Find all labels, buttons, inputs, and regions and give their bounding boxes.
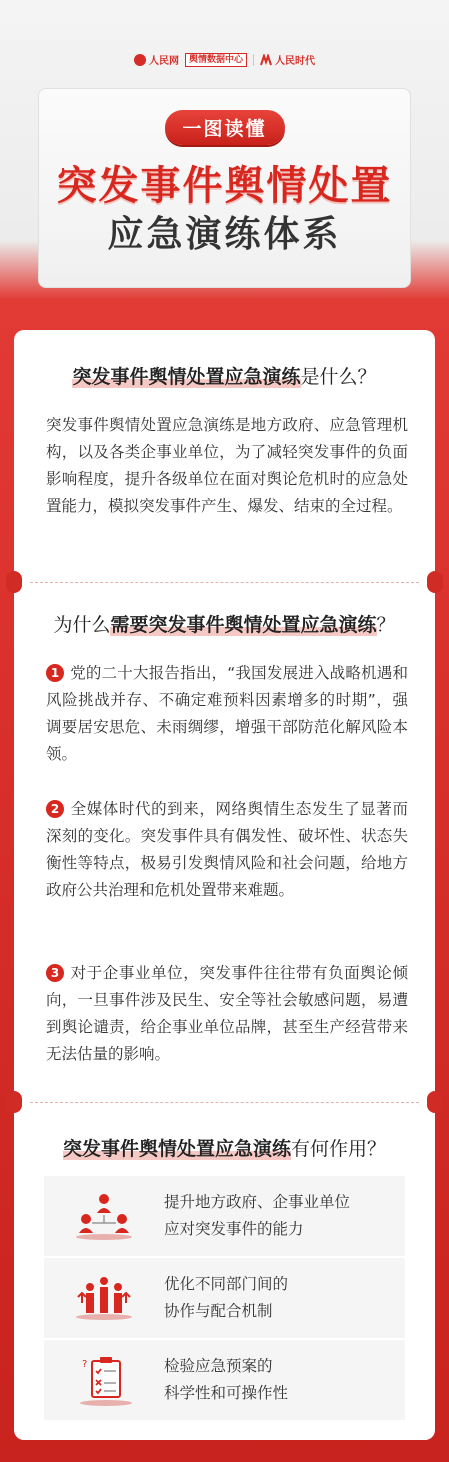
benefit-item-1: [44, 1176, 405, 1256]
section1-text: 突发事件舆情处置应急演练是地方政府、应急管理机构，以及各类企事业单位，为了减轻突发事件的负面影响程度，提升各级单位在面对舆论危机时的应急处置能力，模拟突发事件产生、爆发、结束的全过程。: [46, 416, 408, 515]
m-logo-icon: [260, 54, 272, 66]
benefit-text-line1: 检验应急预案的: [164, 1357, 273, 1375]
svg-text:?: ?: [82, 1359, 88, 1370]
section3-title: 突发事件舆情处置应急演练有何作用？: [62, 1138, 387, 1160]
logo-circle-icon: [134, 54, 146, 66]
number-badge: 3: [46, 964, 64, 982]
team-icon: [44, 1176, 164, 1256]
reason-item-2: 2 全媒体时代的到来，网络舆情生态发生了显著而深刻的变化。突发事件具有偶发性、破坏性、状态失衡性等特点，极易引发舆情风险和社会问题，给地方政府公共治理和危机处置带来难题。: [46, 800, 408, 899]
benefit-item-3: [44, 1340, 405, 1420]
cooperation-icon: [44, 1258, 164, 1338]
page-title: 突发事件舆情处置: [56, 163, 393, 209]
people-times-logo: 人民时代: [260, 52, 315, 67]
reason-item-1: 1 党的二十大报告指出，“我国发展进入战略机遇和风险挑战并存、不确定难预料因素增多的时期”，强调要居安思危、未雨绸缪，增强干部防范化解风险本领。: [46, 664, 408, 763]
benefit-item-2: [44, 1258, 405, 1338]
benefit-text-line1: 提升地方政府、企事业单位: [164, 1193, 351, 1211]
people-daily-logo: 人民网: [134, 52, 179, 67]
card-notch-left: [6, 1091, 22, 1113]
benefit-text-line1: 优化不同部门间的: [164, 1275, 289, 1293]
reason-item-3: 3 对于企事业单位，突发事件往往带有负面舆论倾向，一旦事件涉及民生、安全等社会敏感问题，易遭到舆论谴责，给企事业单位品牌，甚至生产经营带来无法估量的影响。: [46, 964, 408, 1063]
section2-title: 为什么需要突发事件舆情处置应急演练？: [53, 614, 396, 636]
benefit-text-line2: 应对突发事件的能力: [164, 1220, 304, 1238]
logo-divider: [253, 54, 254, 66]
number-badge: 1: [46, 664, 64, 682]
title-badge: 一图读懂: [164, 110, 284, 145]
page-subtitle: 应急演练体系: [107, 214, 342, 255]
opinion-center-logo: 舆情数据中心: [185, 53, 247, 67]
card-notch-right: [427, 1091, 443, 1113]
section1-title: 突发事件舆情处置应急演练是什么？: [72, 366, 377, 388]
header-logos: [0, 52, 449, 67]
card-notch-left: [6, 571, 22, 593]
card-notch-right: [427, 571, 443, 593]
benefit-text-line2: 协作与配合机制: [164, 1302, 273, 1320]
content-card: [14, 330, 435, 1440]
checklist-icon: [44, 1340, 164, 1420]
benefit-text-line2: 科学性和可操作性: [164, 1384, 289, 1402]
divider-1: [30, 582, 419, 583]
number-badge: 2: [46, 800, 64, 818]
divider-2: [30, 1102, 419, 1103]
